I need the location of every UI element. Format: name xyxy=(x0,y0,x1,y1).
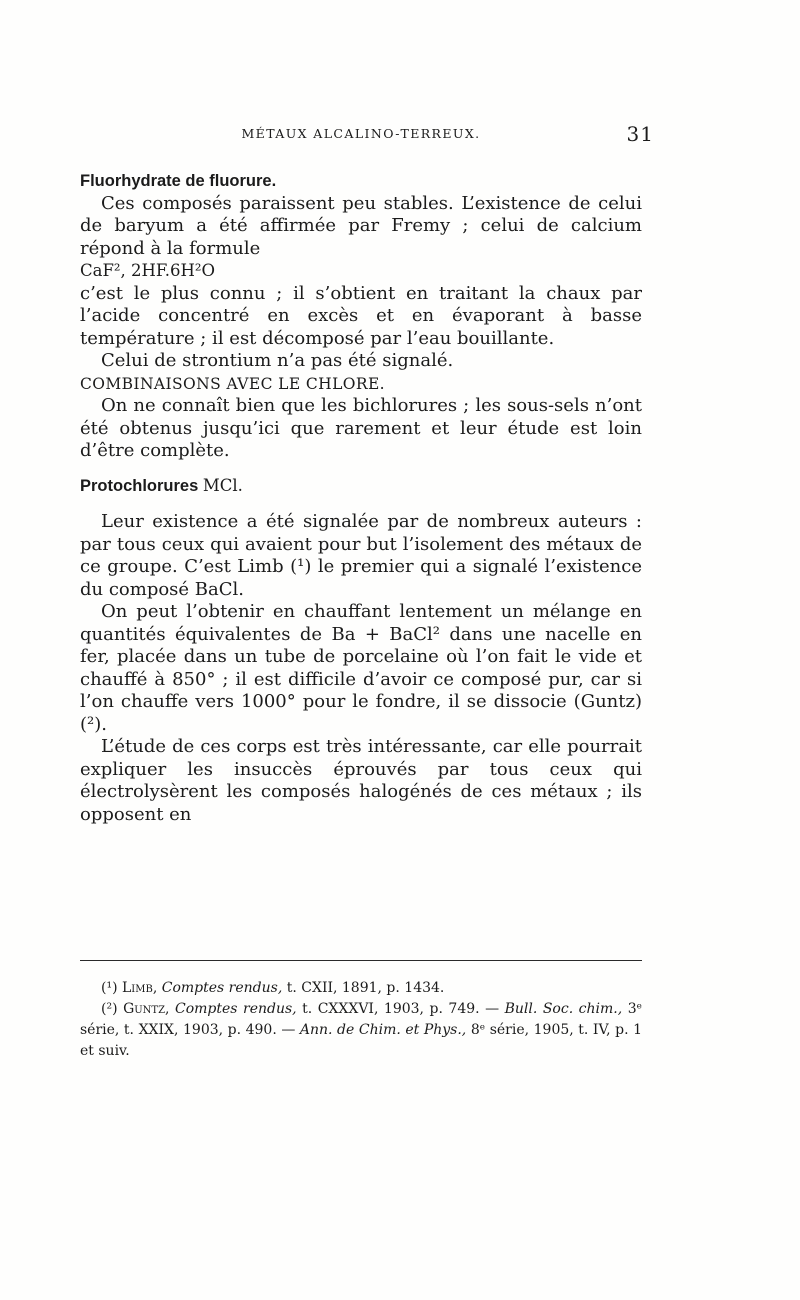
section-heading-chlore: COMBINAISONS AVEC LE CHLORE. xyxy=(80,374,386,393)
footnote-1 xyxy=(80,978,642,999)
footnote-2 xyxy=(80,999,642,1062)
paragraph: On ne connaît bien que les bichlorures ; les sous-sels n’ont été obtenus jusqu’ici que rarement et leur étude est loin d’être complète. xyxy=(80,395,642,461)
paragraph: Ces composés paraissent peu stables. L’existence de celui de baryum a été affirmée par Fremy ; celui de calcium répond à la formule xyxy=(80,192,642,259)
footnote-journal: Ann. de Chim. et Phys., xyxy=(299,1022,467,1038)
footnote-text: 8ᵉ série, 1905, t. IV, p. 1 et suiv. xyxy=(80,1022,642,1059)
main-text xyxy=(80,170,642,826)
heading-bold-label: Protochlorures xyxy=(80,476,199,495)
paragraph: L’étude de ces corps est très intéressante, car elle pourrait expliquer les insuccès éprouvés par tous ceux qui électrolysèrent les composés halogénés de ces métaux ; ils opposent en xyxy=(80,736,642,825)
footnote-text: t. CXII, 1891, p. 1434. xyxy=(286,980,445,996)
chemical-formula: CaF², 2HF.6H²O xyxy=(80,261,216,280)
footnote-journal: Bull. Soc. chim., xyxy=(504,1001,623,1017)
running-title: MÉTAUX ALCALINO-TERREUX. xyxy=(241,126,481,141)
heading-formula: MCl. xyxy=(202,475,243,495)
footnote-marker: (¹) xyxy=(101,980,118,996)
paragraph: On peut l’obtenir en chauffant lentement un mélange en quantités équivalentes de Ba + BaCl² dans une nacelle en fer, placée dans un tube de porcelaine où l’on fait le vide et chauffé à 850° ; il est difficile d’avoir ce composé pur, car si l’on chauffe vers 1000° pour le fondre, il se dissocie (Guntz) (²). xyxy=(80,601,642,735)
footnote-marker: (²) xyxy=(101,1001,118,1017)
footnote-journal: Comptes rendus, xyxy=(175,1001,297,1017)
footnote-author: Limb, xyxy=(122,980,158,996)
footnote-text: 3ᵉ série, t. XXIX, 1903, p. 490. — xyxy=(80,1001,643,1038)
paragraph: Leur existence a été signalée par de nombreux auteurs : par tous ceux qui avaient pour but l’isolement des métaux de ce groupe. C’est Limb (¹) le premier qui a signalé l’existence du composé BaCl. xyxy=(80,511,642,600)
section-heading-protochlorures xyxy=(80,475,642,498)
footnote-author: Guntz, xyxy=(123,1001,170,1017)
footnote-divider xyxy=(80,960,642,961)
page-header xyxy=(80,122,654,148)
footnotes xyxy=(80,978,642,1062)
section-heading-fluorhydrate: Fluorhydrate de fluorure. xyxy=(80,172,277,190)
footnote-journal: Comptes rendus, xyxy=(161,980,283,996)
footnote-text: t. CXXXVI, 1903, p. 749. — xyxy=(302,1001,500,1017)
page-number: 31 xyxy=(626,122,654,146)
paragraph: Celui de strontium n’a pas été signalé. xyxy=(101,350,454,371)
paragraph: c’est le plus connu ; il s’obtient en traitant la chaux par l’acide concentré en excès et en évaporant à basse température ; il est décomposé par l’eau bouillante. xyxy=(80,282,642,349)
